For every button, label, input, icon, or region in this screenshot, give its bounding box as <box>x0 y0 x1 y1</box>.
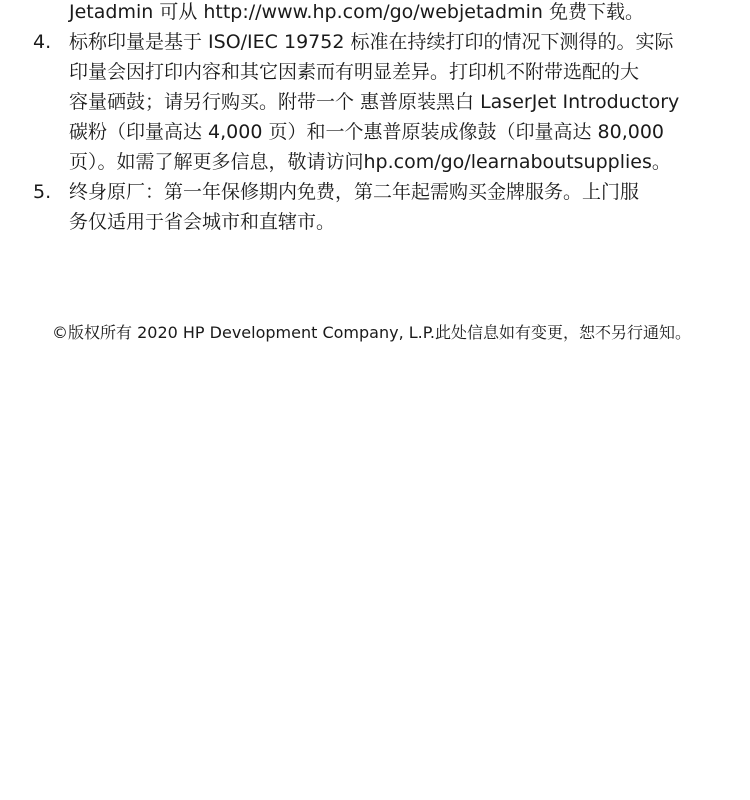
note-4-line-4: 碳粉（印量高达 4,000 页）和一个惠普原装成像鼓（印量高达 80,000 <box>69 121 664 143</box>
note-5-line-1: 终身原厂：第一年保修期内免费，第二年起需购买金牌服务。上门服 <box>69 181 640 203</box>
copyright-notice: ©版权所有 2020 HP Development Company, L.P.此处信息如有变更，恕不另行通知。 <box>52 323 691 342</box>
note-4-number: 4. <box>33 31 52 53</box>
note-4-line-3: 容量硒鼓；请另行购买。附带一个 惠普原装黑白 LaserJet Introductory <box>69 91 680 113</box>
note-4-line-1: 标称印量是基于 ISO/IEC 19752 标准在持续打印的情况下测得的。实际 <box>69 31 674 53</box>
note-5-line-2: 务仅适用于省会城市和直辖市。 <box>69 211 336 233</box>
note-4-line-2: 印量会因打印内容和其它因素而有明显差异。打印机不附带选配的大 <box>69 61 640 83</box>
note-5-number: 5. <box>33 181 52 203</box>
note-4-line-5: 页）。如需了解更多信息，敬请访问hp.com/go/learnaboutsupplies。 <box>69 151 671 173</box>
note-3-continuation: Jetadmin 可从 http://www.hp.com/go/webjetadmin 免费下载。 <box>69 1 644 23</box>
